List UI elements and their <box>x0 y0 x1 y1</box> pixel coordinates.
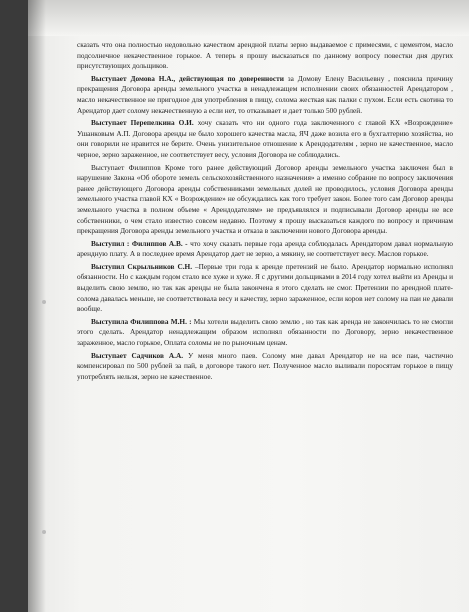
speaker-name: Выступила Филиппова М.Н. : <box>91 316 192 326</box>
paragraph <box>77 163 453 237</box>
paragraph <box>77 351 453 383</box>
scanned-page <box>28 0 469 612</box>
page-top-shadow <box>28 0 469 36</box>
speaker-name: Выступил Скрыльников С.Н. <box>91 261 193 271</box>
paragraph <box>77 118 453 160</box>
punch-hole <box>42 530 46 534</box>
paragraph <box>77 74 453 116</box>
paragraph-text: –Первые три года к аренде претензий не было. Арендатор нормально исполнял обязанности. Но с каждым годом стало все хуже и хуже. Я с другими дольщиками в 2014 году хотел выйти из Аренды и выделить свою землю, но так как аренды не была закончена я этого сделать не смог. Претензии по арендной плате- солома давалась меньше, не соответствовала весу и качеству, зерно зараженное, если коров нет солому на паи не давали вообще. <box>77 261 453 314</box>
paragraph <box>77 262 453 315</box>
paragraph-text: что хочу сказать первые года аренда соблюдалась Арендатором давал нормальную арендную плату. А в последнее время Арендатор дает не зерно, а мякину, не соответствует весу. Маслов горькое. <box>77 238 453 259</box>
speaker-name: Выступает Садчиков А.А. <box>91 350 184 360</box>
speaker-name: Выступает Перепелкина О.И. <box>91 118 194 128</box>
paragraph-text: Выступает Филиппов Кроме того ранее действующий Договор аренды земельного участка заключен был в нарушение Закона «Об обороте земель сельскохозяйственного назначения» а именно собрание по вопросу заключения ранее действующего Договора аренды собственниками земельных долей не проводилось, условия Договора аренды земельного участка главой КХ « Возрождение» не обсуждались как того требует закон. Более того сам Договор аренды земельного участка в полном объеме « Арендодателям» не предъявлялся и подписывали Договор аренды не все собственники, о чем стало известно совсем недавно. Поэтому я прошу высказаться каждого по вопросу и причинам прекращения Договора аренды земельного участка и отказа в заключении нового Договора аренды. <box>77 162 453 236</box>
paragraph-text: Мы хотели выделить свою землю , но так как аренда не закончилась то не смогли этого сделать. Арендатор ненадлежащим образом исполнял обязанности по Договору, зерно некачественное зараженное, масло горькое, Оплата соломы не по рыночным ценам. <box>77 316 453 348</box>
paragraph <box>77 317 453 349</box>
paragraph <box>77 40 453 72</box>
speaker-name: Выступает Домова Н.А., действующая по доверенности <box>91 73 284 83</box>
page-edge-shadow <box>28 0 46 612</box>
paragraph <box>77 239 453 260</box>
document-body <box>77 40 453 384</box>
paragraph-text: сказать что она полностью недовольно качеством арендной платы зерно выдаваемое с примесями, с цементом, масло подсолнечное некачественное горькое. А теперь я прошу высказаться по данному вопросу повестки дня других присутствующих дольщиков. <box>77 40 453 71</box>
punch-hole <box>42 300 46 304</box>
speaker-name: Выступил : Филиппов А.В. - <box>91 238 188 248</box>
paragraph-text: хочу сказать что ни одного года заключенного с главой КХ «Возрождение» Ушанковым А.П. Договора аренды не было хорошего качества масла, ЯЧ даже возила его в бухгалтерию хозяйства, но они говорили не нравится не берите. Очень унизительное отношение к Арендодателям , зерно не качественное, масло черное, зерно зараженное, не соответствует весу, условия Договора не соблюдались. <box>77 118 453 159</box>
paragraph-text: за Домову Елену Васильевну , пояснила причину прекращения Договора аренды земельного участка в ненадлежащем исполнении своих обязанностей Арендатором , масло некачественное не пригодное для употребления в пищу, солома жесткая как палки с пухом. Если есть скотина то Арендатор дает солому некачественную а если нет, то отказывает и дает только 500 рублей. <box>77 73 453 115</box>
paragraph-text: У меня много паев. Солому мне давал Арендатор не на все паи, частично компенсировал по 500 рублей за пай, в договоре такого нет. Полученное масло выливали поросятам горькое в пищу употреблять нельзя, зерно не качественное. <box>77 350 453 381</box>
